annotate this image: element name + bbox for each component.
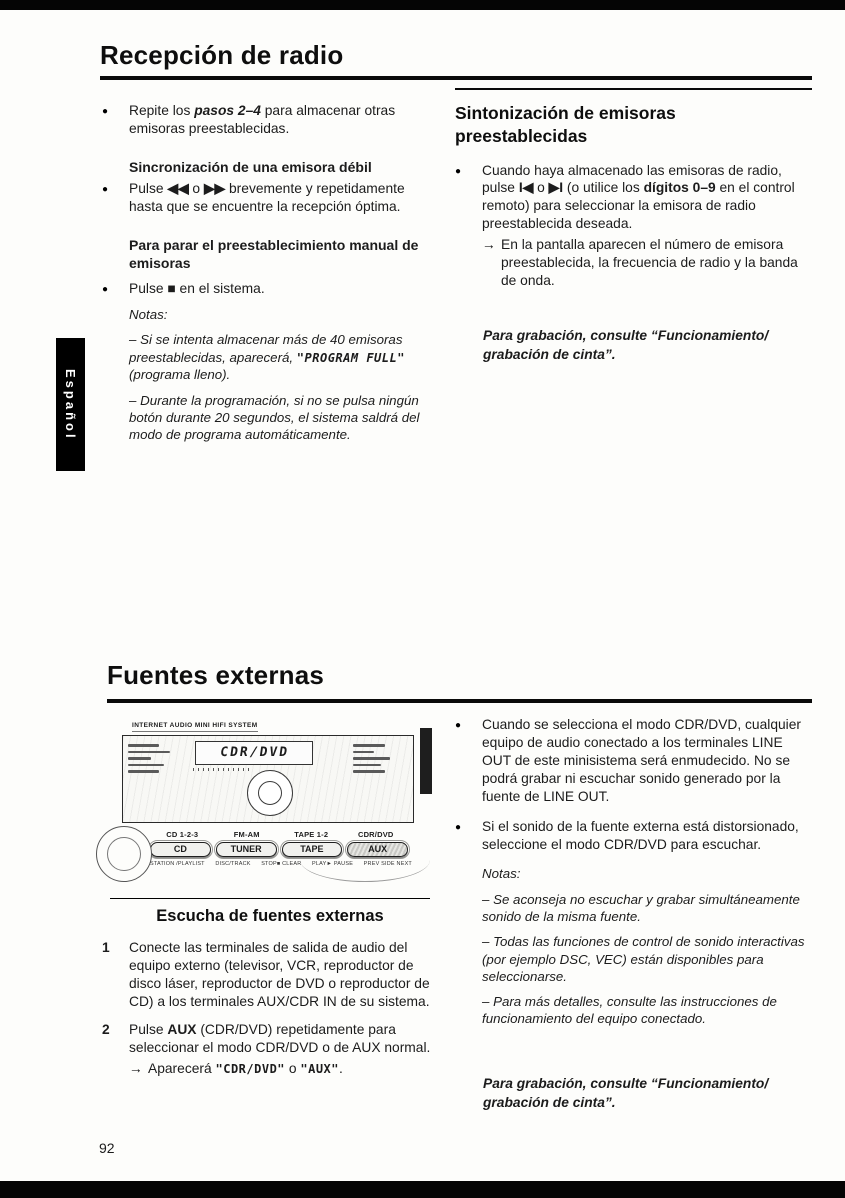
bullet-text	[129, 280, 438, 298]
cd-button: CD	[150, 842, 211, 857]
scan-edge-bottom	[0, 1181, 845, 1198]
subheading-stop-preset: Para parar el preestablecimiento manual de emisoras	[129, 236, 419, 272]
bullet-icon: ●	[102, 284, 109, 296]
heading-preset-tuning: Sintonización de emisoras preestablecidas	[455, 103, 676, 146]
text-segment: (o utilice los	[563, 180, 644, 196]
section-rule-radio	[100, 76, 812, 80]
volume-knob-inner	[107, 837, 141, 871]
arrow-icon: →	[129, 1060, 143, 1076]
source-label-fm-am: FM-AM	[233, 830, 260, 840]
bullet-item-tune-weak	[102, 180, 438, 216]
text-segment: (programa lleno).	[129, 367, 231, 383]
source-label-cd: CD 1-2-3	[166, 830, 199, 840]
cross-reference-recording: Para grabación, consulte “Funcionamiento/ grabación de cinta”.	[483, 1075, 769, 1111]
heading-listen-external: Escucha de fuentes externas	[110, 898, 430, 927]
source-label-tape: TAPE 1-2	[294, 830, 329, 840]
note-item: – Todas las funciones de control de sonido interactivas (por ejemplo DSC, VEC) están disponibles para seleccionarse.	[482, 934, 805, 984]
panel-illustration	[122, 735, 414, 823]
bullet-icon: ●	[455, 720, 462, 731]
bullet-icon: ●	[102, 106, 109, 117]
cross-reference-recording: Para grabación, consulte “Funcionamiento/ grabación de cinta”.	[483, 327, 769, 363]
text-segment: – Si se intenta almacenar más de 40 emisoras preestablecidas, aparecerá,	[129, 332, 403, 365]
bold-segment: dígitos 0–9	[643, 180, 716, 196]
display-text: CDR/DVD	[218, 744, 290, 760]
bullet-item-distorted-sound	[455, 818, 812, 854]
center-speaker-inner	[258, 781, 282, 805]
bullet-text	[482, 162, 812, 290]
bullet-text: Si el sonido de la fuente externa está distorsionado, seleccione el modo CDR/DVD para escuchar.	[482, 818, 799, 852]
text-segment: Pulse	[129, 1022, 168, 1038]
step-number: 1	[102, 940, 110, 956]
sketch-arc-decoration	[300, 838, 430, 882]
step-number: 2	[102, 1022, 110, 1038]
text-segment: Repite los	[129, 103, 195, 118]
note-item: – Se aconseja no escuchar y grabar simultáneamente sonido de la misma fuente.	[482, 891, 800, 925]
bullet-item-line-out-mute	[455, 716, 812, 806]
scan-edge-top	[0, 0, 845, 10]
volume-knob-icon	[96, 826, 152, 882]
step-text: Conecte las terminales de salida de audio del equipo externo (televisor, VCR, reproductor de disco láser, reproductor de DVD o reproductor de CD) a los terminales AUX/CDR IN de su sistema.	[129, 940, 430, 1010]
text-segment: Pulse	[129, 281, 168, 297]
source-label-cdr-dvd: CDR/DVD	[357, 830, 394, 840]
sub-label: STOP■ CLEAR	[261, 861, 302, 868]
display-tick-marks	[193, 768, 249, 771]
text-segment: en el sistema.	[175, 281, 265, 297]
sub-label: PLAY► PAUSE	[312, 861, 354, 868]
external-left-column	[102, 712, 444, 1088]
bullet-icon: ●	[455, 165, 462, 177]
text-segment: o	[533, 180, 549, 196]
numbered-step-1	[102, 939, 444, 1011]
text-segment: brevemente y repetidamente hasta que se encuentre la recepción óptima.	[129, 181, 405, 214]
sub-label: STATION /PLAYLIST	[150, 861, 205, 868]
text-segment: Cuando haya almacenado las emisoras de radio, pulse	[482, 162, 782, 196]
bullet-text	[129, 180, 438, 216]
result-text: En la pantalla aparecen el número de emisora preestablecida, la frecuencia de radio y la banda de onda.	[501, 237, 798, 289]
notes-label: Notas:	[129, 307, 168, 323]
section-title-radio: Recepción de radio	[100, 40, 344, 70]
result-line	[482, 236, 812, 290]
notes-block-radio	[102, 306, 438, 443]
aux-button: AUX	[347, 842, 408, 857]
panel-left-labels-decoration	[128, 744, 180, 777]
display-readout-program-full: "PROGRAM FULL"	[296, 350, 405, 365]
result-text	[148, 1060, 343, 1078]
previous-icon: I◀	[518, 180, 534, 196]
language-tab-label: Español	[63, 368, 78, 441]
bold-segment: pasos 2–4	[194, 103, 261, 118]
bullet-icon: ●	[102, 184, 109, 196]
bullet-item-select-preset	[455, 162, 812, 290]
tape-button: TAPE	[282, 842, 343, 857]
note-item: – Durante la programación, si no se pulsa ningún botón durante 20 segundos, el sistema saldrá del modo de programa automáticamente.	[129, 392, 420, 443]
figure-caption: INTERNET AUDIO MINI HIFI SYSTEM	[132, 722, 258, 732]
numbered-step-2	[102, 1021, 444, 1078]
text-segment: o	[188, 181, 204, 197]
text-segment: o	[285, 1060, 301, 1076]
text-segment: en el control remoto) para seleccionar la emisora de radio preestablecida deseada.	[482, 180, 795, 232]
note-item	[129, 331, 438, 383]
arrow-icon: →	[482, 237, 496, 253]
bullet-icon: ●	[455, 821, 462, 833]
fast-forward-icon: ▶▶	[203, 181, 226, 197]
bullet-text: Cuando se selecciona el modo CDR/DVD, cualquier equipo de audio conectado a los terminales LINE OUT de este minisistema será enmudecido. No se podrá grabar ni escuchar sonido generado por la fuente de LINE OUT.	[482, 717, 802, 804]
step-text	[129, 1021, 444, 1078]
tuner-button: TUNER	[216, 842, 277, 857]
section-title-external: Fuentes externas	[107, 660, 325, 690]
text-segment: Pulse	[129, 181, 168, 197]
result-line	[129, 1060, 444, 1078]
bullet-item-repeat-steps	[102, 102, 438, 138]
subheading-weak-station: Sincronización de una emisora débil	[129, 158, 372, 175]
sub-label: DISC/TRACK	[215, 861, 251, 868]
text-segment: (CDR/DVD) repetidamente para seleccionar el modo CDR/DVD o de AUX normal.	[129, 1022, 431, 1056]
bullet-text	[129, 102, 438, 138]
note-item: – Para más detalles, consulte las instrucciones de funcionamiento del equipo conectado.	[482, 994, 777, 1027]
notes-block-external	[455, 865, 812, 1027]
language-tab	[56, 338, 85, 471]
page-number: 92	[99, 1140, 115, 1156]
sub-label: PREV SIDE NEXT	[363, 861, 412, 868]
cassette-deck-strip	[420, 728, 432, 794]
center-speaker-icon	[247, 770, 293, 816]
text-segment: para almacenar otras emisoras preestablecidas.	[129, 103, 396, 136]
section-rule-external	[107, 699, 812, 703]
display-readout-cdr-dvd: "CDR/DVD"	[215, 1061, 286, 1076]
stop-icon: ■	[167, 281, 176, 297]
next-icon: ▶I	[548, 180, 564, 196]
panel-right-labels-decoration	[353, 744, 399, 777]
rewind-icon: ◀◀	[167, 181, 189, 197]
front-display	[195, 741, 313, 765]
radio-right-column	[455, 88, 812, 365]
notes-label: Notas:	[482, 866, 521, 882]
system-front-panel-figure	[102, 714, 436, 892]
text-segment: Aparecerá	[148, 1060, 216, 1076]
bold-segment: AUX	[167, 1022, 197, 1038]
text-segment: .	[339, 1060, 343, 1076]
radio-left-column	[102, 102, 438, 443]
external-right-column	[455, 716, 812, 1112]
display-readout-aux: "AUX"	[300, 1061, 339, 1076]
bullet-item-press-stop	[102, 280, 438, 298]
